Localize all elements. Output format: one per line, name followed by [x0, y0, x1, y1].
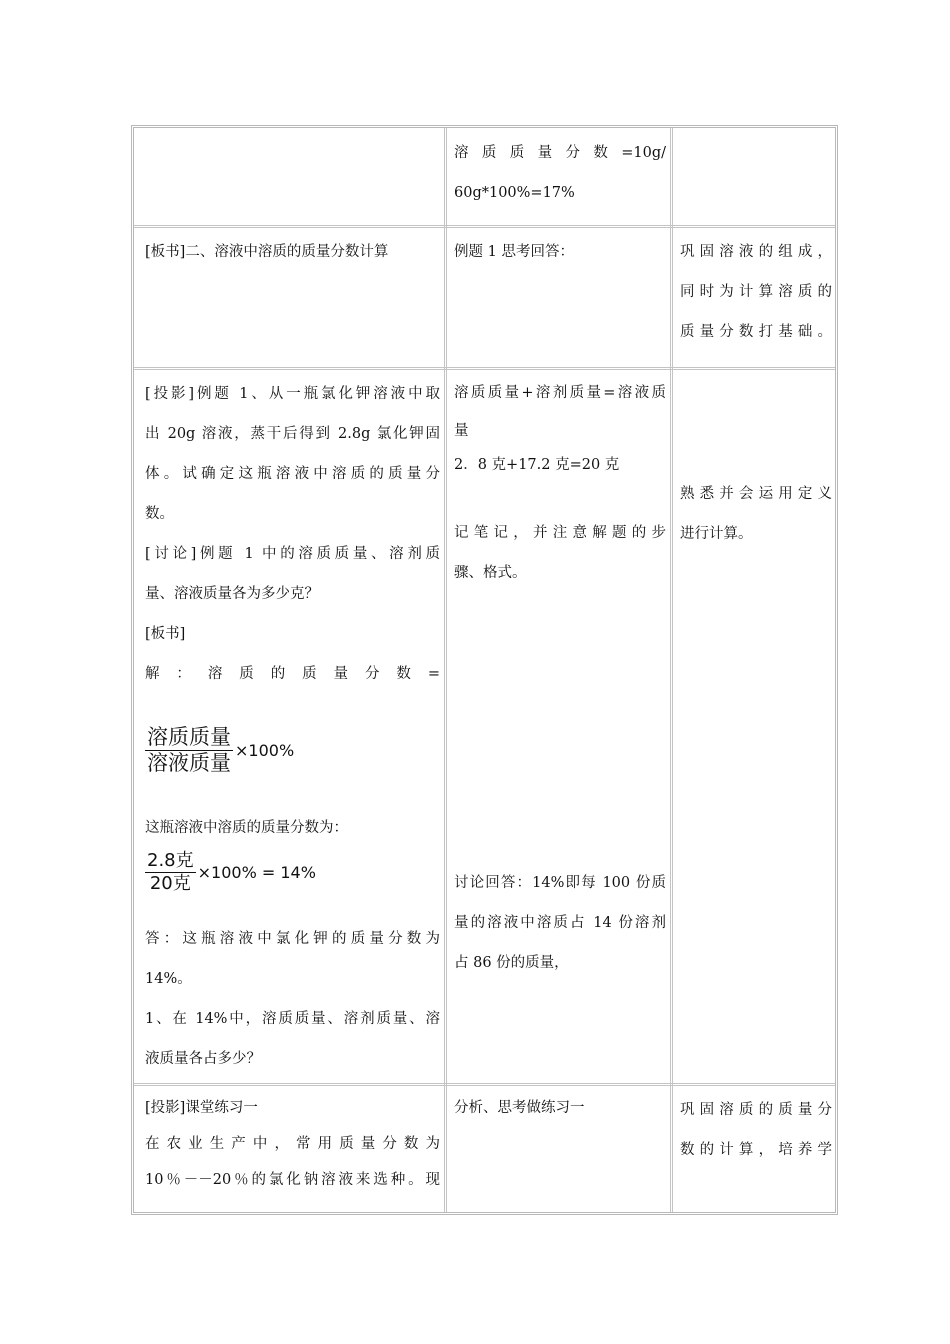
- row-divider-1: [134, 225, 835, 228]
- text-line: 2．8 克+17.2 克=20 克: [454, 457, 620, 473]
- text-line: 质量分数打基础。: [680, 324, 832, 340]
- text-line: 解 ： 溶 质 的 质 量 分 数 =: [145, 666, 440, 682]
- text-line: 体。试确定这瓶溶液中溶质的质量分: [145, 466, 440, 482]
- fraction-numerator: 2.8克: [147, 850, 194, 871]
- text-line: [讨论]例题 1 中的溶质质量、溶剂质: [145, 546, 440, 562]
- text-line: 量、溶液质量各为多少克？: [145, 586, 319, 602]
- text-line: 溶质质量+溶剂质量=溶液质: [454, 385, 666, 401]
- formula-calculation: [145, 850, 440, 895]
- text-line: 量: [454, 423, 469, 439]
- formula-intro: [145, 808, 440, 848]
- row3-col1-cell: [145, 374, 440, 694]
- text-line: 量的溶液中溶质占 14 份溶剂: [454, 915, 666, 931]
- text-line: 熟悉并会运用定义: [680, 486, 832, 502]
- fraction-denominator: 20克: [149, 873, 191, 894]
- text-line: 溶 质 质 量 分 数 =10g/: [454, 145, 666, 161]
- text-line: 进行计算。: [680, 526, 753, 542]
- text-line: 14%。: [145, 971, 192, 987]
- text-line: [板书]二、溶液中溶质的质量分数计算: [145, 244, 389, 260]
- row1-col2-cell: [454, 133, 666, 213]
- text-line: 这瓶溶液中溶质的质量分数为：: [145, 820, 348, 836]
- text-line: [板书]: [145, 626, 186, 642]
- row3-col2-bottom: [454, 863, 666, 983]
- text-line: 记笔记，并注意解题的步: [454, 525, 666, 541]
- text-line: 同时为计算溶质的: [680, 284, 832, 300]
- text-line: 出 20g 溶液，蒸干后得到 2.8g 氯化钾固: [145, 426, 440, 442]
- row4-col1-cell: [145, 1090, 440, 1198]
- text-line: 讨论回答：14%即每 100 份质: [454, 875, 666, 891]
- row4-col3-cell: [680, 1090, 832, 1170]
- row-divider-2: [134, 367, 835, 370]
- lesson-plan-table: [131, 125, 838, 1215]
- row2-col3-cell: [680, 232, 832, 352]
- text-line: 10％－－20％的氯化钠溶液来选种。现: [145, 1172, 440, 1188]
- row4-col2-cell: [454, 1090, 666, 1126]
- text-line: 占 86 份的质量，: [454, 955, 569, 971]
- text-line: 液质量各占多少？: [145, 1051, 261, 1067]
- text-line: 骤、格式。: [454, 565, 527, 581]
- text-line: 1、在 14%中，溶质质量、溶剂质量、溶: [145, 1011, 440, 1027]
- row3-col2-top: [454, 374, 666, 480]
- fraction-denominator: 溶液质量: [147, 751, 231, 775]
- text-line: 数。: [145, 506, 174, 522]
- row3-col2-mid: [454, 513, 666, 593]
- text-line: 巩固溶质的质量分: [680, 1102, 832, 1118]
- text-line: 巩固溶液的组成，: [680, 244, 832, 260]
- fraction: [145, 725, 233, 776]
- row3-col3-cell: [680, 474, 832, 554]
- formula-definition: [145, 725, 440, 776]
- column-divider-1: [444, 128, 447, 1212]
- row-divider-3: [134, 1083, 835, 1086]
- fraction: [145, 850, 196, 895]
- text-line: 分析、思考做练习一: [454, 1100, 585, 1116]
- row2-col1-cell: [145, 232, 440, 272]
- text-line: 答：这瓶溶液中氯化钾的质量分数为: [145, 931, 440, 947]
- text-line: [投影]例题 1、从一瓶氯化钾溶液中取: [145, 386, 440, 402]
- fraction-multiplier: ×100%: [235, 741, 295, 760]
- column-divider-2: [670, 128, 673, 1212]
- text-line: [投影]课堂练习一: [145, 1100, 258, 1116]
- fraction-numerator: 溶质质量: [147, 725, 231, 749]
- text-line: 例题 1 思考回答：: [454, 244, 574, 260]
- text-line: 60g*100%=17%: [454, 185, 575, 201]
- row2-col2-cell: [454, 232, 666, 272]
- answer-block: [145, 919, 440, 1079]
- text-line: 数的计算，培养学: [680, 1142, 832, 1158]
- fraction-result: ×100% = 14%: [197, 863, 316, 882]
- text-line: 在农业生产中，常用质量分数为: [145, 1136, 440, 1152]
